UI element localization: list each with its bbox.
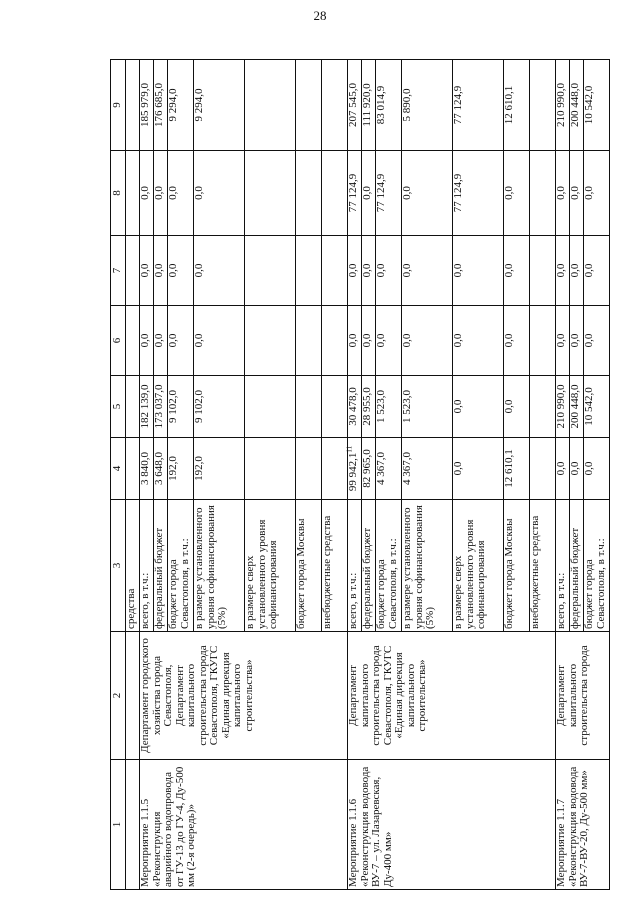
- amount-cell: [322, 376, 348, 438]
- amount-value: 1 523,0: [375, 390, 387, 423]
- funding-source: федеральный бюджет: [570, 500, 584, 632]
- amount-value: 28 955,0: [361, 387, 373, 426]
- amount-cell: [140, 236, 154, 306]
- amount-value: 9 294,0: [193, 88, 205, 122]
- amount-cell: [154, 60, 168, 151]
- amount-cell: [296, 151, 322, 236]
- amount-cell: [296, 236, 322, 306]
- funding-source: внебюджетные средства: [322, 500, 348, 632]
- amount-cell: [348, 151, 362, 236]
- amount-cell: [530, 60, 556, 151]
- funding-source: в размере установленного уровня софинансирования (5%): [402, 500, 453, 632]
- amount-cell: [556, 151, 570, 236]
- amount-cell: [194, 236, 245, 306]
- amount-cell: [322, 60, 348, 151]
- amount-cell: [453, 60, 504, 151]
- amount-value: 3 648,0: [153, 452, 165, 485]
- amount-value: 0,0: [452, 461, 464, 476]
- funding-source: бюджет города Севастополя, в т.ч.:: [376, 500, 402, 632]
- funding-source: внебюджетные средства: [530, 500, 556, 632]
- amount-value: 0,0: [139, 263, 151, 278]
- amount-cell: [348, 306, 362, 376]
- amount-cell: [530, 306, 556, 376]
- amount-value: 0,0: [139, 186, 151, 200]
- footnote-mark: 11: [345, 445, 354, 453]
- amount-cell: [584, 151, 610, 236]
- amount-cell: [376, 151, 402, 236]
- amount-value: 0,0: [375, 263, 387, 278]
- amount-value: 0,0: [583, 461, 595, 476]
- amount-cell: [362, 60, 376, 151]
- amount-value: 0,0: [193, 263, 205, 278]
- amount-cell: [584, 376, 610, 438]
- amount-value: 0,0: [347, 333, 359, 348]
- amount-cell: [154, 376, 168, 438]
- amount-cell: [245, 438, 296, 500]
- amount-value: 210 990,0: [555, 384, 567, 429]
- amount-value: 9 102,0: [167, 390, 179, 423]
- amount-value: 77 124,9: [375, 173, 387, 213]
- amount-cell: [402, 306, 453, 376]
- amount-cell: [154, 438, 168, 500]
- funding-source: федеральный бюджет: [362, 500, 376, 632]
- measure-department: Департамент капитального строительства города Севастополя, ГКУГС «Единая дирекция капитального строительства»: [348, 632, 556, 760]
- amount-cell: [245, 376, 296, 438]
- amount-value: 111 920,0: [361, 83, 373, 127]
- table-row: [348, 60, 362, 890]
- amount-cell: [168, 306, 194, 376]
- amount-cell: [168, 60, 194, 151]
- amount-cell: [245, 306, 296, 376]
- header-cell: 9: [111, 60, 126, 151]
- amount-cell: [194, 306, 245, 376]
- budget-table-sheet: [110, 60, 607, 890]
- funding-source: бюджет города Москвы: [296, 500, 322, 632]
- amount-value: 0,0: [401, 333, 413, 348]
- amount-value: 0,0: [361, 186, 373, 200]
- amount-cell: [194, 438, 245, 500]
- amount-cell: [154, 236, 168, 306]
- amount-value: 0,0: [167, 263, 179, 278]
- amount-cell: [584, 306, 610, 376]
- amount-cell: [556, 306, 570, 376]
- amount-value: 4 367,0: [401, 452, 413, 485]
- amount-value: 12 610,1: [503, 449, 515, 488]
- amount-cell: [453, 376, 504, 438]
- amount-value: 4 367,0: [375, 452, 387, 485]
- amount-cell: [376, 306, 402, 376]
- amount-value: 0,0: [503, 399, 515, 414]
- amount-cell: [348, 376, 362, 438]
- amount-cell: [556, 438, 570, 500]
- funding-source: бюджет города Севастополя, в т.ч.:: [584, 500, 610, 632]
- amount-value: 0,0: [361, 333, 373, 348]
- amount-cell: [453, 306, 504, 376]
- amount-cell: [504, 438, 530, 500]
- page-number: 28: [313, 8, 327, 23]
- funding-source: в размере сверх установленного уровня софинансирования: [245, 500, 296, 632]
- amount-value: 185 979,0: [139, 83, 151, 127]
- amount-cell: [245, 236, 296, 306]
- amount-cell: [530, 151, 556, 236]
- amount-value: 1 523,0: [401, 390, 413, 423]
- amount-value: 0,0: [503, 186, 515, 200]
- amount-cell: [296, 306, 322, 376]
- amount-cell: [322, 438, 348, 500]
- amount-value: 182 139,0: [139, 384, 151, 429]
- amount-value: 77 124,9: [347, 173, 359, 213]
- amount-cell: [402, 438, 453, 500]
- amount-value: 0,0: [167, 333, 179, 348]
- header-cell: 4: [111, 438, 126, 500]
- amount-value: 0,0: [361, 263, 373, 278]
- amount-cell: [348, 236, 362, 306]
- funding-source: бюджет города Москвы: [504, 500, 530, 632]
- measure-department: Департамент капитального строительства города: [556, 632, 610, 760]
- amount-cell: [140, 60, 154, 151]
- measure-name: Мероприятие 1.1.7 «Реконструкция водовода ВУ-7-ВУ-20, Ду-500 мм»: [556, 760, 610, 890]
- header-cell: 8: [111, 151, 126, 236]
- amount-value: 5 890,0: [401, 88, 413, 122]
- amount-cell: [168, 236, 194, 306]
- amount-value: 0,0: [401, 263, 413, 278]
- funding-source: бюджет города Севастополя, в т.ч.:: [168, 500, 194, 632]
- amount-cell: [296, 438, 322, 500]
- amount-value: 176 685,0: [153, 83, 165, 127]
- amount-cell: [570, 60, 584, 151]
- amount-cell: [168, 438, 194, 500]
- amount-cell: [504, 236, 530, 306]
- funding-source: всего, в т.ч.:: [140, 500, 154, 632]
- funding-source: всего, в т.ч.:: [556, 500, 570, 632]
- amount-cell: [402, 376, 453, 438]
- amount-value: 200 448,0: [569, 384, 581, 429]
- measure-name: Мероприятие 1.1.6 «Реконструкция водовода ВУ-7 – ул. Лазаревская, Ду-400 мм»: [348, 760, 556, 890]
- amount-value: 0,0: [555, 461, 567, 476]
- funding-source: федеральный бюджет: [154, 500, 168, 632]
- amount-cell: [362, 236, 376, 306]
- amount-value: 0,0: [583, 186, 595, 200]
- amount-value: 10 542,0: [583, 85, 595, 125]
- amount-value: 200 448,0: [569, 83, 581, 127]
- amount-cell: [245, 60, 296, 151]
- amount-cell: [504, 151, 530, 236]
- amount-value: 12 610,1: [503, 85, 515, 125]
- amount-cell: [322, 236, 348, 306]
- carry-over-row: [126, 60, 140, 890]
- amount-value: 9 294,0: [167, 88, 179, 122]
- header-cell: 6: [111, 306, 126, 376]
- amount-value: 0,0: [401, 186, 413, 200]
- amount-cell: [296, 376, 322, 438]
- amount-value: 0,0: [347, 263, 359, 278]
- amount-value: 173 037,0: [153, 384, 165, 429]
- amount-value: 207 545,0: [347, 83, 359, 127]
- amount-cell: [556, 376, 570, 438]
- amount-cell: [530, 438, 556, 500]
- amount-value: 192,0: [167, 456, 179, 481]
- amount-cell: [530, 236, 556, 306]
- amount-cell: [154, 306, 168, 376]
- amount-cell: [570, 306, 584, 376]
- header-cell: 2: [111, 632, 126, 760]
- header-row: [111, 60, 126, 890]
- amount-value: 77 124,9: [452, 85, 464, 125]
- amount-cell: [530, 376, 556, 438]
- amount-cell: [362, 376, 376, 438]
- amount-cell: [376, 438, 402, 500]
- amount-cell: [584, 60, 610, 151]
- measure-name: Мероприятие 1.1.5 «Реконструкция аварийного водопровода от ГУ-13 до ГУ-4, Ду-500 мм (2-я очередь)»: [140, 760, 348, 890]
- amount-value: 0,0: [503, 333, 515, 348]
- amount-value: 0,0: [153, 186, 165, 200]
- header-cell: 3: [111, 500, 126, 632]
- measure-department: Департамент городского хозяйства города Севастополя, Департамент капитального строительства города Севастополя, ГКУГС «Единая дирекция капитального строительства»: [140, 632, 348, 760]
- amount-value: 0,0: [569, 461, 581, 476]
- amount-cell: [584, 438, 610, 500]
- header-cell: 5: [111, 376, 126, 438]
- amount-cell: [168, 376, 194, 438]
- amount-value: 0,0: [555, 333, 567, 348]
- amount-cell: [556, 236, 570, 306]
- amount-value: 0,0: [139, 333, 151, 348]
- amount-value: 0,0: [569, 186, 581, 200]
- amount-value: 0,0: [569, 333, 581, 348]
- amount-cell: [362, 306, 376, 376]
- amount-cell: [376, 60, 402, 151]
- amount-value: 0,0: [452, 263, 464, 278]
- amount-value: 0,0: [375, 333, 387, 348]
- amount-cell: [504, 376, 530, 438]
- header-cell: 1: [111, 760, 126, 890]
- amount-value: 0,0: [583, 333, 595, 348]
- amount-cell: [402, 236, 453, 306]
- amount-cell: [570, 151, 584, 236]
- amount-cell: [504, 306, 530, 376]
- amount-value: 0,0: [153, 333, 165, 348]
- amount-value: 83 014,9: [375, 85, 387, 125]
- amount-cell: [140, 438, 154, 500]
- amount-cell: [296, 60, 322, 151]
- header-cell: 7: [111, 236, 126, 306]
- amount-value: 0,0: [555, 263, 567, 278]
- amount-value: 9 102,0: [193, 390, 205, 423]
- amount-cell: [194, 376, 245, 438]
- amount-value: 0,0: [583, 263, 595, 278]
- amount-value: 0,0: [452, 333, 464, 348]
- amount-cell: [348, 60, 362, 151]
- funding-source: в размере сверх установленного уровня софинансирования: [453, 500, 504, 632]
- amount-cell: [168, 151, 194, 236]
- amount-cell: [570, 236, 584, 306]
- amount-cell: [376, 376, 402, 438]
- amount-cell: [194, 60, 245, 151]
- budget-table: [110, 59, 610, 890]
- amount-value: 192,0: [193, 456, 205, 481]
- amount-cell: [362, 438, 376, 500]
- amount-cell: [140, 306, 154, 376]
- amount-value: 0,0: [193, 333, 205, 348]
- amount-value: 0,0: [555, 186, 567, 200]
- amount-value: 0,0: [452, 399, 464, 414]
- amount-cell: [194, 151, 245, 236]
- amount-cell: [376, 236, 402, 306]
- amount-cell: [402, 60, 453, 151]
- amount-value: 99 942,1: [347, 452, 359, 492]
- amount-value: 0,0: [193, 186, 205, 200]
- funding-source: всего, в т.ч.:: [348, 500, 362, 632]
- amount-cell: [453, 151, 504, 236]
- amount-value: 0,0: [569, 263, 581, 278]
- amount-cell: [322, 151, 348, 236]
- amount-value: 77 124,9: [452, 173, 464, 213]
- amount-value: 0,0: [153, 263, 165, 278]
- amount-cell: [402, 151, 453, 236]
- amount-cell: [453, 438, 504, 500]
- amount-value: 210 990,0: [555, 83, 567, 127]
- amount-cell: [453, 236, 504, 306]
- amount-cell: [556, 60, 570, 151]
- amount-cell: [345, 438, 362, 500]
- amount-cell: [140, 376, 154, 438]
- amount-cell: [362, 151, 376, 236]
- amount-cell: [140, 151, 154, 236]
- amount-cell: [584, 236, 610, 306]
- amount-cell: [154, 151, 168, 236]
- carry-over-source: средства: [126, 500, 140, 632]
- amount-value: 0,0: [503, 263, 515, 278]
- amount-cell: [570, 438, 584, 500]
- amount-value: 0,0: [167, 186, 179, 200]
- amount-cell: [245, 151, 296, 236]
- amount-value: 3 840,0: [139, 452, 151, 485]
- table-row: [140, 60, 154, 890]
- amount-cell: [504, 60, 530, 151]
- amount-cell: [322, 306, 348, 376]
- table-row: [556, 60, 570, 890]
- amount-value: 82 965,0: [361, 449, 373, 488]
- amount-value: 10 542,0: [583, 387, 595, 426]
- amount-cell: [570, 376, 584, 438]
- funding-source: в размере установленного уровня софинансирования (5%): [194, 500, 245, 632]
- amount-value: 30 478,0: [347, 387, 359, 426]
